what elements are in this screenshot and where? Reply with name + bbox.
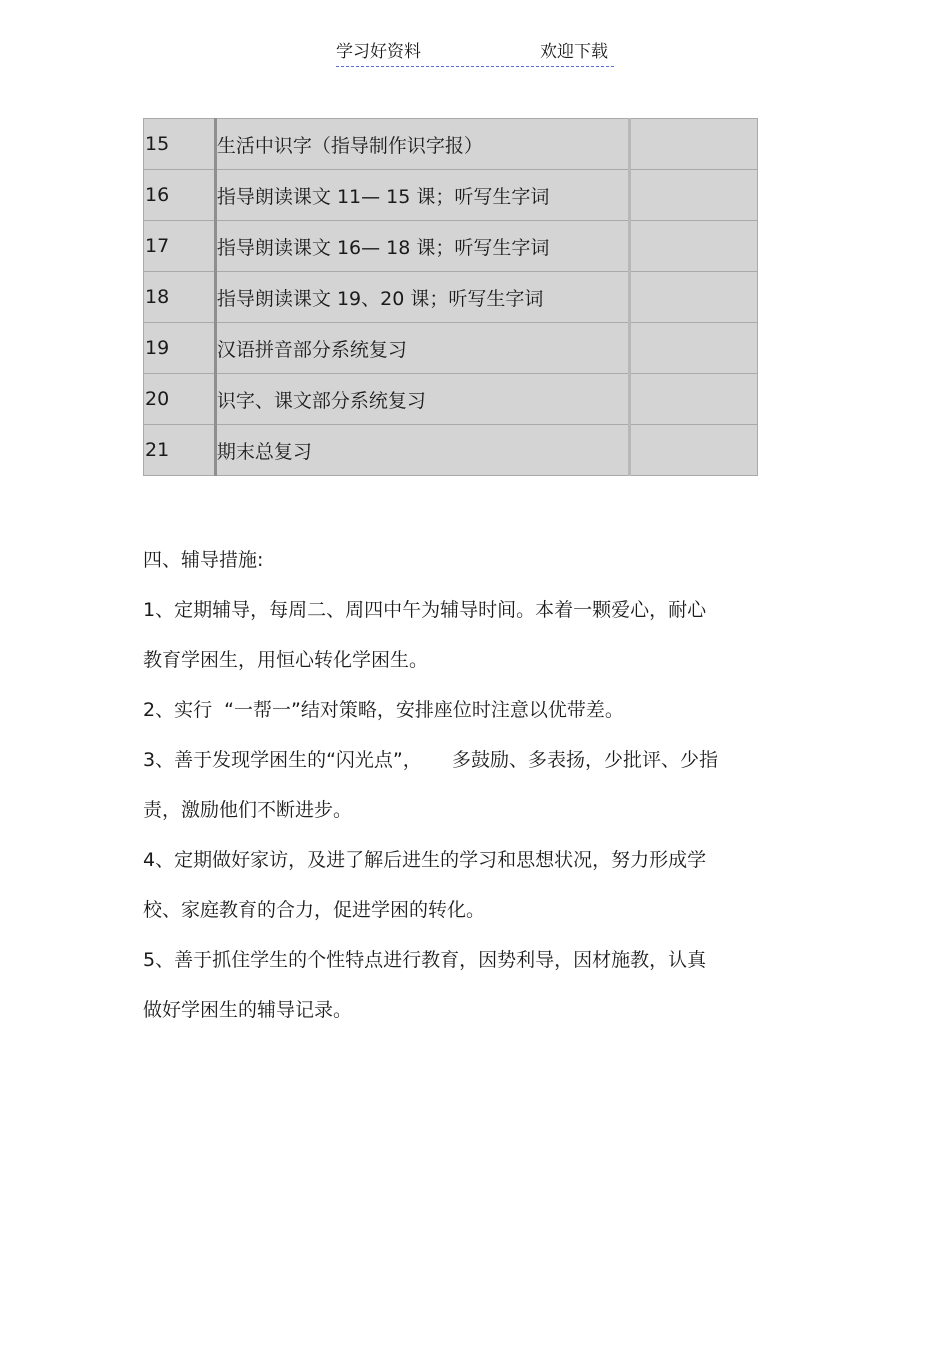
schedule-table — [143, 118, 758, 476]
row-content: 指导朗读课文 16— 18 课；听写生字词 — [216, 236, 550, 259]
table-row — [144, 221, 758, 272]
row-number-cell — [144, 323, 216, 374]
table-row — [144, 425, 758, 476]
row-content: 生活中识字（指导制作识字报） — [216, 134, 483, 157]
row-number: 18 — [145, 286, 170, 308]
row-note-cell — [630, 272, 758, 323]
row-content-cell — [215, 221, 629, 272]
row-note-cell — [630, 425, 758, 476]
row-note-cell — [630, 374, 758, 425]
row-number: 20 — [145, 388, 170, 410]
row-number: 17 — [145, 235, 170, 257]
row-number-cell — [144, 374, 216, 425]
row-number-cell — [144, 221, 216, 272]
table-row — [144, 170, 758, 221]
paragraph-line: 2、实行 “一帮一”结对策略，安排座位时注意以优带差。 — [143, 699, 624, 721]
row-number: 15 — [145, 133, 170, 155]
paragraph-line: 校、家庭教育的合力，促进学困的转化。 — [143, 899, 486, 921]
row-number-cell — [144, 119, 216, 170]
row-number: 19 — [145, 337, 170, 359]
paragraph-line: 做好学困生的辅导记录。 — [143, 999, 353, 1021]
row-number-cell — [144, 272, 216, 323]
paragraph-line: 教育学困生，用恒心转化学困生。 — [143, 649, 429, 671]
row-content-cell — [215, 323, 629, 374]
paragraph-line: 4、定期做好家访，及进了解后进生的学习和思想状况，努力形成学 — [143, 849, 707, 871]
paragraph-line: 责，激励他们不断进步。 — [143, 799, 353, 821]
row-content-cell — [215, 272, 629, 323]
table-row — [144, 272, 758, 323]
row-content: 指导朗读课文 11— 15 课；听写生字词 — [216, 185, 550, 208]
header-left-text: 学习好资料 — [336, 42, 421, 62]
row-note-cell — [630, 323, 758, 374]
row-number: 21 — [145, 439, 170, 461]
row-content-cell — [215, 119, 629, 170]
table-row — [144, 119, 758, 170]
table-row — [144, 323, 758, 374]
header-right-text: 欢迎下载 — [540, 42, 608, 62]
row-content-cell — [215, 374, 629, 425]
row-number: 16 — [145, 184, 170, 206]
row-content: 期末总复习 — [216, 440, 312, 463]
row-content: 指导朗读课文 19、20 课；听写生字词 — [216, 287, 544, 310]
paragraph-line: 1、定期辅导，每周二、周四中午为辅导时间。本着一颗爱心，耐心 — [143, 599, 707, 621]
row-number-cell — [144, 425, 216, 476]
row-note-cell — [630, 221, 758, 272]
row-content-cell — [215, 170, 629, 221]
page-header — [336, 40, 614, 67]
row-content-cell — [215, 425, 629, 476]
row-content: 识字、课文部分系统复习 — [216, 389, 426, 412]
row-number-cell — [144, 170, 216, 221]
paragraph-line: 5、善于抓住学生的个性特点进行教育，因势利导，因材施教，认真 — [143, 949, 707, 971]
row-note-cell — [630, 119, 758, 170]
row-note-cell — [630, 170, 758, 221]
section-title: 四、辅导措施: — [143, 549, 264, 571]
measures-section — [143, 540, 803, 1040]
table-row — [144, 374, 758, 425]
paragraph-line: 3、善于发现学困生的“闪光点”， 多鼓励、多表扬，少批评、少指 — [143, 749, 718, 771]
row-content: 汉语拼音部分系统复习 — [216, 338, 407, 361]
